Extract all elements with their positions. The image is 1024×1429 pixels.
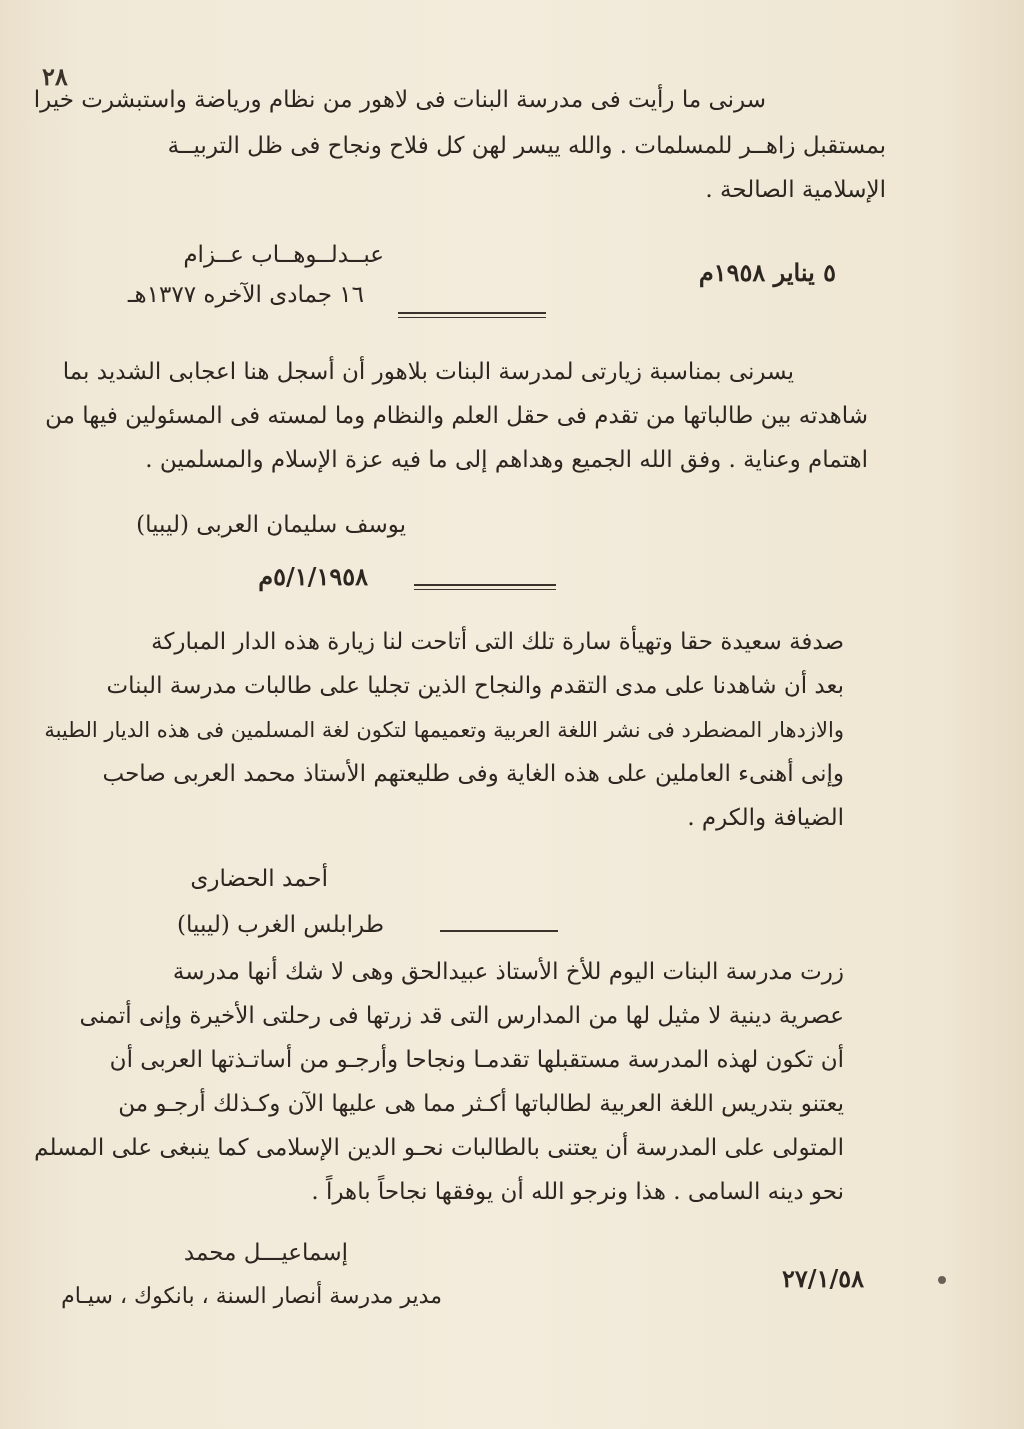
entry-2-signature-name: يوسف سليمان العربى (ليبيا) xyxy=(136,512,406,538)
page-number: ٢٨ xyxy=(42,62,68,91)
entry-4-signature-title: مدير مدرسة أنصار السنة ، بانكوك ، سيـام xyxy=(61,1284,442,1309)
entry-1-signature-hijri-date: ١٦ جمادى الآخره ١٣٧٧هـ xyxy=(127,282,364,308)
entry-3-line: بعد أن شاهدنا على مدى التقدم والنجاح الذين تجليا على طالبات مدرسة البنات xyxy=(106,673,844,699)
entry-3-line: صدفة سعيدة حقا وتهيأة سارة تلك التى أتاحت لنا زيارة هذه الدار المباركة xyxy=(151,629,844,655)
entry-3-text xyxy=(44,620,844,840)
entry-3-signature-name: أحمد الحضارى xyxy=(190,866,328,892)
entry-1-line: بمستقبل زاهــر للمسلمات . والله ييسر لهن كل فلاح ونجاح فى ظل التربيــة xyxy=(167,133,886,159)
entry-4-signature-name: إسماعيـــل محمد xyxy=(183,1240,348,1266)
entry-2-text xyxy=(34,350,794,394)
entry-2-line: اهتمام وعناية . وفق الله الجميع وهداهم إلى ما فيه عزة الإسلام والمسلمين . xyxy=(145,447,868,473)
entry-4-line: عصرية دينية لا مثيل لها من المدارس التى قد زرتها فى رحلتى الأخيرة وإنى أتمنى xyxy=(79,1003,844,1029)
entry-2-date: ٥/١/١٩٥٨م xyxy=(258,562,368,591)
entry-2-line: شاهدته بين طالباتها من تقدم فى حقل العلم والنظام وما لمسته فى المسئولين فيها من xyxy=(45,403,868,429)
entry-1-date: ٥ يناير ١٩٥٨م xyxy=(698,258,836,287)
divider xyxy=(440,930,558,932)
entry-1-text xyxy=(33,78,766,122)
entry-1-line: سرنى ما رأيت فى مدرسة البنات فى لاهور من نظام ورياضة واستبشرت خيرا xyxy=(33,87,766,113)
entry-2-line: يسرنى بمناسبة زيارتى لمدرسة البنات بلاهور أن أسجل هنا اعجابى الشديد بما xyxy=(62,359,794,385)
ink-dot xyxy=(938,1276,946,1284)
entry-1-signature-name: عبــدلــوهــاب عــزام xyxy=(183,242,384,268)
entry-3-signature-place: طرابلس الغرب (ليبيا) xyxy=(177,912,384,938)
entry-4-line: زرت مدرسة البنات اليوم للأخ الأستاذ عبيدالحق وهى لا شك أنها مدرسة xyxy=(172,959,844,985)
divider xyxy=(414,584,556,590)
entry-1-text-cont xyxy=(126,124,886,212)
entry-3-line: والازدهار المضطرد فى نشر اللغة العربية وتعميمها لتكون لغة المسلمين فى هذه الديار الطيبة xyxy=(44,718,844,742)
entry-4-text xyxy=(34,950,844,1214)
entry-4-date: ٢٧/١/٥٨ xyxy=(782,1264,864,1293)
entry-2-text-cont xyxy=(45,394,868,482)
entry-1-line: الإسلامية الصالحة . xyxy=(705,177,886,203)
divider xyxy=(398,312,546,318)
entry-4-line: أن تكون لهذه المدرسة مستقبلها تقدمـا ونجاحا وأرجـو من أساتـذتها العربى أن xyxy=(109,1047,844,1073)
entry-3-line: وإنى أهنىء العاملين على هذه الغاية وفى طليعتهم الأستاذ محمد العربى صاحب xyxy=(102,761,844,787)
entry-4-line: المتولى على المدرسة أن يعتنى بالطالبات نحـو الدين الإسلامى كما ينبغى على المسلم xyxy=(34,1135,844,1161)
entry-3-line: الضيافة والكرم . xyxy=(687,805,844,831)
entry-4-line: يعتنو بتدريس اللغة العربية لطالباتها أكـثر مما هى عليها الآن وكـذلك أرجـو من xyxy=(118,1091,844,1117)
entry-4-line: نحو دينه السامى . هذا ونرجو الله أن يوفقها نجاحاً باهراً . xyxy=(311,1179,844,1205)
